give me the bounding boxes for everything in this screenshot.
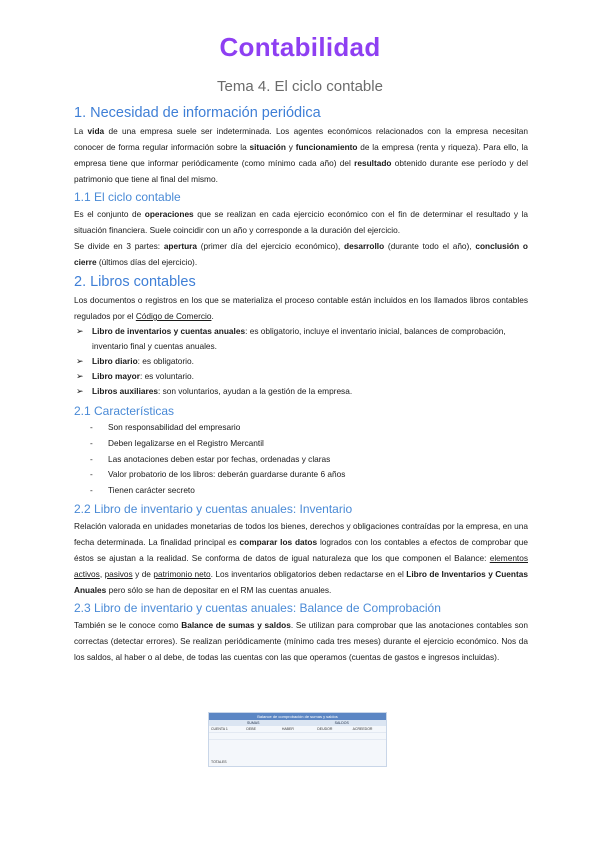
document-body <box>74 103 528 665</box>
section-1-1-paragraph-1: Es el conjunto de operaciones que se realizan en cada ejercicio económico con el fin de determinar el resultado y la situación financiera. Suele coincidir con un año y corresponde a la duración del ejercicio. <box>74 209 528 235</box>
list-item: - Tienen carácter secreto <box>90 485 195 496</box>
arrow-bullet-icon: ➢ <box>76 371 84 381</box>
list-item: ➢ Libro de inventarios y cuentas anuales: es obligatorio, incluye el inventario inicial, balances de comprobación, inventario final y cuentas anuales. <box>76 326 506 351</box>
table-header-sumas: SUMAS <box>247 721 260 725</box>
section-2-heading: 2. Libros contables <box>74 274 196 290</box>
section-2-2-heading: 2.2 Libro de inventario y cuentas anuales: Inventario <box>74 501 353 516</box>
list-item: ➢ Libro mayor: es voluntario. <box>74 369 528 384</box>
table-row: CUENTA 1 DEBE HABER DEUDOR ACREEDOR <box>211 727 373 731</box>
arrow-bullet-icon: ➢ <box>76 356 84 366</box>
section-2-3-heading: 2.3 Libro de inventario y cuentas anuales: Balance de Comprobación <box>74 600 441 615</box>
list-item: - Las anotaciones deben estar por fechas, ordenadas y claras <box>90 453 331 464</box>
list-item: ➢ Libro diario: es obligatorio. <box>74 354 528 369</box>
document-subtitle: Tema 4. El ciclo contable <box>217 78 383 95</box>
list-item: - Deben legalizarse en el Registro Mercantil <box>90 437 264 448</box>
section-2-paragraph: Los documentos o registros en los que se materializa el proceso contable están incluidos en los llamados libros contables regulados por el Código de Comercio. <box>74 295 528 321</box>
arrow-bullet-icon: ➢ <box>76 386 84 396</box>
list-item: ➢ Libros auxiliares: son voluntarios, ayudan a la gestión de la empresa. <box>74 384 528 399</box>
section-1-heading: 1. Necesidad de información periódica <box>74 105 321 121</box>
codigo-comercio-link-text: Código de Comercio <box>135 311 212 321</box>
section-2-1-heading: 2.1 Características <box>74 404 175 418</box>
section-1-1-heading: 1.1 El ciclo contable <box>74 190 181 204</box>
list-item: - Valor probatorio de los libros: deberán guardarse durante 6 años <box>90 469 346 480</box>
libros-list <box>74 324 528 399</box>
document-title: Contabilidad <box>219 32 381 62</box>
list-item: - Son responsabilidad del empresario <box>90 422 241 432</box>
arrow-bullet-icon: ➢ <box>76 326 84 336</box>
table-title: Balance de comprobación de sumas y saldos <box>209 713 386 720</box>
section-2-3-paragraph: También se le conoce como Balance de sumas y saldos. Se utilizan para comprobar que las anotaciones contables son correctas (detectar errores). Se realizan periódicamente (mínimo cada tres meses) durante el ejercicio económico. Nos da los saldos, al haber o al debe, de todas las cuentas con las que operamos (cuentas de gastos e ingresos incluidas). <box>74 619 528 662</box>
section-1-1-paragraph-2: Se divide en 3 partes: apertura (primer día del ejercicio económico), desarrollo (durante todo el año), conclusión o cierre (últimos días del ejercicio). <box>74 241 528 267</box>
table-total: TOTALES <box>211 760 227 764</box>
section-1-paragraph: La vida de una empresa suele ser indeterminada. Los agentes económicos relacionados con la empresa necesitan conocer de forma regular información sobre la situación y funcionamiento de la empresa (renta y riqueza). Para ello, la empresa tiene que informar periódicamente (como mínimo cada año) del resultado obtenido durante ese período y del patrimonio que tiene al final del mismo. <box>74 126 528 184</box>
table-header-saldos: SALDOS <box>334 721 349 725</box>
section-2-2-paragraph: Relación valorada en unidades monetarias de todos los bienes, derechos y obligaciones contraídas por la empresa, en una fecha determinada. La finalidad principal es comparar los datos logrados con los contables a efectos de comprobar que éstos se ajustan a la realidad. Se conforma de datos de igual naturaleza que los que componen el Balance: elementos activos, pasivos y de patrimonio neto. Los inventarios obligatorios deben redactarse en el Libro de Inventarios y Cuentas Anuales pero sólo se han de depositar en el RM las cuentas anuales. <box>74 520 528 595</box>
balance-table-image <box>208 712 387 767</box>
caracteristicas-list <box>74 420 528 499</box>
